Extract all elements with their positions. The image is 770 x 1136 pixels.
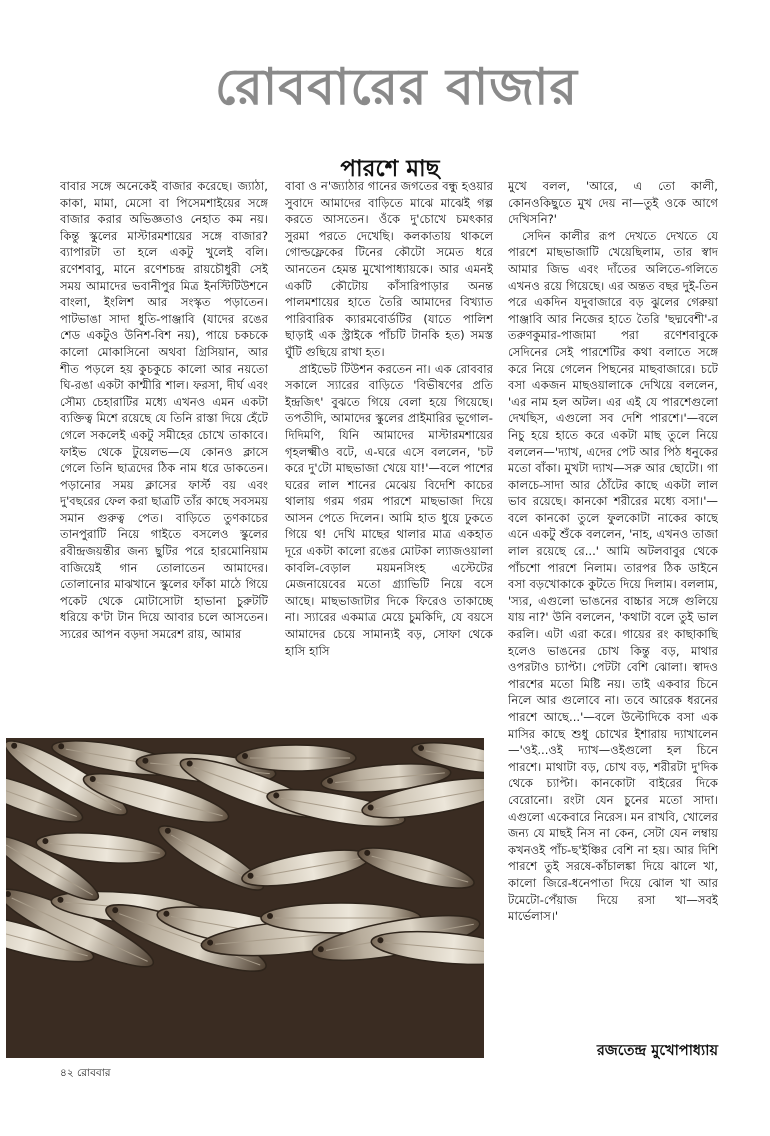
paragraph: প্রাইভেট টিউশন করতেন না। এক রোববার সকালে স্যারের বাড়িতে 'বিভীষণের প্রতি ইন্দ্রজিৎ' বুঝতে গিয়ে বেলা হয়ে গিয়েছে। তপতীদি, আমাদের স্কুলের প্রাইমারির ভূগোল-দিদিমণি, যিনি আমাদের মাস্টারমশায়ের গৃহলক্ষ্মীও বটে, এ-ঘরে এসে বললেন, 'চট করে দু'টো মাছভাজা খেয়ে যা!'—বলে পাশের ঘরের লাল শানের মেঝেয় বিদেশি কাচের থালায় গরম গরম পারশে মাছভাজা দিয়ে আসন পেতে দিলেন। আমি হাত ধুয়ে ঢুকতে গিয়ে থ! দেখি মাছের থালার মাত্র একহাত দূরে একটা কালো রঙের মোটকা ল্যাজওয়ালা কাবলি-বেড়াল ময়মনসিংহ এস্টেটের মেজনায়েবের মতো গ্র্যাভিটি নিয়ে বসে আছে। মাছভাজাটার দিকে ফিরেও তাকাচ্ছে না। স্যারের একমাত্র মেয়ে চুমকিদি, যে বয়সে আমাদের চেয়ে সামান্যই বড়, সোফা থেকে হাসি হাসি [285,361,493,658]
fish-pile-image [6,738,484,1058]
fish-eye [267,913,273,919]
paragraph: বাবার সঙ্গে অনেকেই বাজার করেছে। জ্যাঠা, কাকা, মামা, মেসো বা পিসেমশাইয়ের সঙ্গে বাজার করার অভিজ্ঞতাও নেহাত কম নয়। কিন্তু স্কুলের মাস্টারমশায়ের সঙ্গে বাজার? ব্যাপারটা তা হলে একটু খুলেই বলি। রণেশবাবু, মানে রণেশচন্দ্র রায়চৌধুরী সেই সময় আমাদের ভবানীপুর মিত্র ইনস্টিটিউশনে বাংলা, ইংলিশ আর সংস্কৃত পড়াতেন। পাটভাঙা সাদা ধুতি-পাঞ্জাবি (যাদের রঙের শেড একটুও উনিশ-বিশ নয়), পায়ে চকচকে কালো মোকাসিনো অথবা গ্রিসিয়ান, আর শীত পড়লে হয় কুচকুচে কালো আর নয়তো ঘি-রঙা একটা কাশ্মীরি শাল। ফরসা, দীর্ঘ এবং সৌম্য চেহারাটির মধ্যে এখনও এমন একটা ব্যক্তিত্ব মিশে রয়েছে যে তিনি রাস্তা দিয়ে হেঁটে গেলে সকলেই একটু সমীহের চোখে তাকাবে। ফাইভ থেকে টুয়েলভ—যে কোনও ক্লাসে গেলে তিনি ছাত্রদের ঠিক নাম ধরে ডাকতেন। পড়ানোর সময় ক্লাসের ফার্স্ট বয় এবং দু'বছরের ফেল করা ছাত্রটি তাঁর কাছে সবসময় সমান গুরুত্ব পেত। বাড়িতে তুণকাচের তানপুরাটি নিয়ে গাইতে বসলেও স্কুলের রবীন্দ্রজয়ন্তীর জন্য ছুটির পরে হারমোনিয়াম বাজিয়েই গান তোলাতেন আমাদের। তোলানোর মাঝখানে স্কুলের ফাঁকা মাঠে গিয়ে পকেট থেকে মোটাসোটা হাভানা চুরুটটি ধরিয়ে ক'টা টান দিয়ে আবার চলে আসতেন। স্যরের আপন বড়দা সমরেশ রায়, আমার [60,179,268,642]
article-column-1 [60,178,268,733]
paragraph: সেদিন কালীর রূপ দেখতে দেখতে যে পারশে মাছভাজাটি খেয়েছিলাম, তার স্বাদ আমার জিভ এবং দাঁতের অলিতে-গলিতে এখনও রয়ে গিয়েছে। এর অন্তত বছর দুই-তিন পরে একদিন যদুবাজারে বড় ঝুলের গেরুয়া পাঞ্জাবি আর নিজের হাতে তৈরি 'ছদ্মবেশী'-র তরুণকুমার-পাজামা পরা রণেশবাবুকে সেদিনের সেই পারশেটির কথা বলাতে সঙ্গে করে নিয়ে গেলেন পিছনের মাছবাজারে। চটে বসা একজন মাছওয়ালাকে দেখিয়ে বললেন, 'এর নাম হল অটল। এর এই যে পারশেগুলো দেখছিস, এগুলো সব দেশি পারশে।'—বলে নিচু হয়ে হাতে করে একটা মাছ তুলে নিয়ে বললেন—'দ্যাখ, এদের পেট আর পিঠ ধনুকের মতো বাঁকা। মুখটা দ্যাখ—সরু আর ছোটো। গা কালচে-সাদা আর ঠোঁটের কাছে একটা লাল ভাব রয়েছে। কানকো শরীরের মধ্যে বসা।'—বলে কানকো তুলে ফুলকোটা নাকের কাছে এনে একটু শুঁকে বললেন, 'নাহ, এখনও তাজা লাল রয়েছে রে...' আমি অটলবাবুর থেকে পাঁচশো পারশে নিলাম। তারপর ঠিক ডাইনে বসা বড়খোকাকে কুটতে দিয়ে দিলাম। বললাম, 'স্যর, এগুলো ভাঙনের বাচ্চার সঙ্গে গুলিয়ে যায় না?' উনি বললেন, 'কথাটা বলে তুই ভাল করলি। এটা এরা করে। গায়ের রং কাছাকাছি হলেও ভাঙনের চোখ কিন্তু বড়, মাথার ওপরটাও চ্যাপ্টা। পেটটা বেশি ঝোলা। স্বাদও পারশের মতো মিষ্টি নয়। তাই একবার চিনে নিলে আর গুলোবে না। তবে আরেক ধরনের পারশে আছে...'—বলে উল্টোদিকে বসা এক মাসির কাছে শুধু চোখের ইশারায় দ্যাখালেন—'ওই...ওই দ্যাখ—ওইগুলো হল চিনে পারশে। মাথাটা বড়, চোখ বড়, শরীরটা দু'দিক থেকে চ্যাপ্টা। কানকোটা বাইরের দিকে বেরোনো। রংটা যেন চুনের মতো সাদা। এগুলো একেবারে নিরেস। মন রাখবি, খোলের জন্য যে মাছই নিস না কেন, সেটা যেন লম্বায় কখনওই পাঁচ-ছ'ইঞ্চির বেশি না হয়। আর দিশি পারশে তুই সরষে-কাঁচালঙ্কা দিয়ে ঝালে খা, কালো জিরে-ধনেপাতা দিয়ে ঝোল খা আর টমেটো-পেঁয়াজ দিয়ে রসা খা—সবই মার্ভেলাস।' [508,228,718,924]
page-number: ৪২ [60,1067,74,1079]
article-title: পারশে মাছ [340,156,440,182]
fish [236,745,356,771]
fish-photo [6,738,484,1058]
page-title: রোববারের বাজার [215,57,579,116]
article-column-2 [285,178,493,733]
paragraph: মুখে বলল, 'আরে, এ তো কালী, কোনওকিছুতে মুখ দেয় না—তুই ওকে আগে দেখিসনি?' [508,179,718,227]
article-column-3 [508,178,718,1033]
paragraph: বাবা ও ন'জ্যাঠার গানের জগতের বন্ধু হওয়ার সুবাদে আমাদের বাড়িতে মাঝে মাঝেই গল্প করতে আসতেন। ওঁকে দু'চোখে চমৎকার সুরমা পরতে দেখেছি। কলকাতায় থাকলে গোল্ডফ্লেকের টিনের কৌটো সমেত ধরে আনতেন হেমন্ত মুখোপাধ্যায়কে। আর এমনই একটি কৌটোয় কাঁসারিপাড়ার অনন্ত পালমশায়ের হাতে তৈরি আমাদের বিখ্যাত পারিবারিক ক্যারমবোর্ডটির (যাতে পালিশ ছাড়াই এক স্ট্রাইকে পাঁচটি টানকি হত) সমস্ত ঘুঁটি গুছিয়ে রাখা হত। [285,179,493,359]
author-byline: রজতেন্দ্র মুখোপাধ্যায় [596,1043,718,1059]
fish-eye [242,753,248,759]
page-footer [60,1066,111,1083]
publication-name: রোববার [76,1067,111,1079]
